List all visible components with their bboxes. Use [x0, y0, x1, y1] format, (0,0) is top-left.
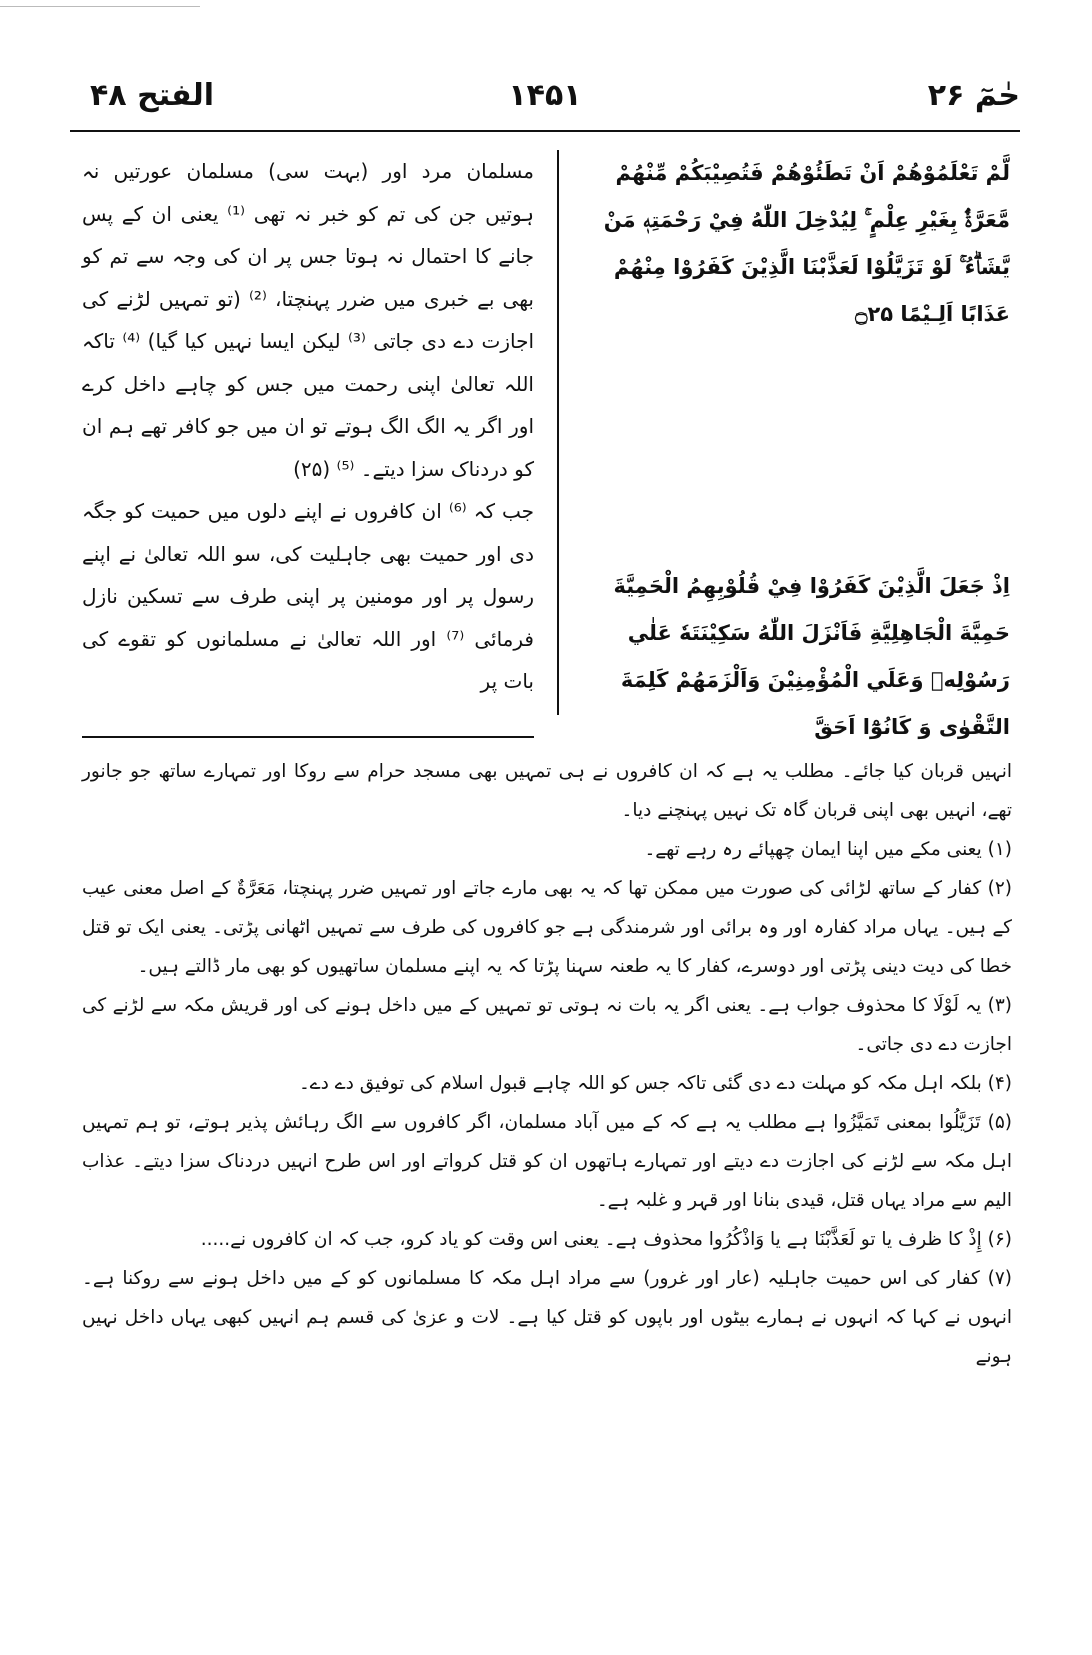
arabic-text-column — [585, 150, 1010, 751]
footnote-6: (۶) إِذْ کا ظرف یا تو لَعَذَّبْنَا ہے یا وَاذْكُرُوا محذوف ہے۔ یعنی اس وقت کو یاد کرو، جب کہ ان کافروں نے..... — [200, 1229, 1012, 1250]
footnote-4: (۴) بلکہ اہل مکہ کو مہلت دے دی گئی تاکہ جس کو اللہ چاہے قبول اسلام کی توفیق دے دے۔ — [298, 1073, 1012, 1094]
footnote-3: (۳) یہ لَوْلَا کا محذوف جواب ہے۔ یعنی اگر یہ بات نہ ہوتی تو تمہیں کے میں داخل ہونے کی اور قریش مکہ سے لڑنے کی اجازت دے دی جاتی۔ — [82, 995, 1012, 1055]
arabic-verse-25: لَّمْ تَعْلَمُوْهُمْ اَنْ تَطَئُوْهُمْ فَتُصِيْبَكُمْ مِّنْهُمْ مَّعَرَّةٌۢ بِغَيْرِ عِلْمٍ ۚ لِيُدْخِلَ اللّٰهُ فِيْ رَحْمَتِهٖ مَنْ يَّشَاۗءُ ۚ لَوْ تَزَيَّلُوْا لَعَذَّبْنَا الَّذِيْنَ كَفَرُوْا مِنْهُمْ عَذَابًا اَلِـيْمًا ۝۲۵ — [603, 161, 1010, 326]
translation-paragraph: مسلمان مرد اور (بہت سی) مسلمان عورتیں نہ ہوتیں جن کی تم کو خبر نہ تھی ⁽¹⁾ یعنی ان کے پس جانے کا احتمال نہ ہوتا جس پر ان کی وجہ سے تم کو بھی بے خبری میں ضرر پہنچتا، ⁽²⁾ (تو تمہیں لڑنے کی اجازت دے دی جاتی ⁽³⁾ لیکن ایسا نہیں کیا گیا) ⁽⁴⁾ تاکہ اللہ تعالیٰ اپنی رحمت میں جس کو چاہے داخل کرے اور اگر یہ الگ الگ ہوتے تو ان میں جو کافر تھے ہم ان کو دردناک سزا دیتے۔ ⁽⁵⁾ (۲۵) — [82, 159, 535, 481]
juz-title: حٰمٓ ۲۶ — [927, 78, 1020, 113]
urdu-translation-column — [82, 150, 534, 715]
scan-edge-mark — [0, 6, 200, 7]
footnote-7: (۷) کفار کی اس حمیت جاہلیہ (عار اور غرور) سے مراد اہل مکہ کا مسلمانوں کو کے میں داخل ہونے سے روکنا ہے۔ انہوں نے کہا کہ انہوں نے ہمارے بیٹوں اور باپوں کو قتل کیا ہے۔ لات و عزیٰ کی قسم ہم انہیں کبھی یہاں داخل نہیں ہونے — [82, 1268, 1012, 1367]
surah-title: الفتح ۴۸ — [90, 78, 215, 113]
header-rule — [70, 130, 1020, 132]
footnote-2: (۲) کفار کے ساتھ لڑائی کی صورت میں ممکن تھا کہ یہ بھی مارے جاتے اور تمہیں ضرر پہنچتا، مَعَرَّةٌ کے اصل معنی عیب کے ہیں۔ یہاں مراد کفارہ اور وہ برائی اور شرمندگی ہے جو کافروں کی طرف سے تمہیں اٹھانی پڑتی۔ یعنی ایک تو قتل خطا کی دیت دینی پڑتی اور دوسرے، کفار کا یہ طعنہ سہنا پڑتا کہ یہ اپنے مسلمان ساتھیوں کو بھی مار ڈالتے ہیں۔ — [82, 878, 1012, 977]
footnote-separator — [82, 736, 534, 738]
footnote-1: (۱) یعنی مکے میں اپنا ایمان چھپائے رہ رہے تھے۔ — [644, 839, 1012, 860]
column-divider — [557, 150, 559, 715]
footnote-5: (۵) تَزَيَّلُوا بمعنی تَمَيَّزُوا ہے مطلب یہ ہے کہ کے میں آباد مسلمان، اگر کافروں سے الگ رہائش پذیر ہوتے، تو ہم تمہیں اہل مکہ سے لڑنے کی اجازت دے دیتے اور تمہارے ہاتھوں ان کو قتل کرواتے اور اس طرح انہیں دردناک سزا دیتے۔ عذاب الیم سے مراد یہاں قتل، قیدی بنانا اور قہر و غلبہ ہے۔ — [82, 1112, 1012, 1211]
footnote-continuation: انہیں قربان کیا جائے۔ مطلب یہ ہے کہ ان کافروں نے ہی تمہیں بھی مسجد حرام سے روکا اور تمہارے ساتھ جو جانور تھے، انہیں بھی اپنی قربان گاہ تک نہیں پہنچنے دیا۔ — [82, 761, 1012, 821]
translation-paragraph: جب کہ ⁽⁶⁾ ان کافروں نے اپنے دلوں میں حمیت کو جگہ دی اور حمیت بھی جاہلیت کی، سو اللہ تعالیٰ نے اپنے رسول پر اور مومنین پر اپنی طرف سے تسکین نازل فرمائی ⁽⁷⁾ اور اللہ تعالیٰ نے مسلمانوں کو تقوے کی بات پر — [82, 499, 534, 693]
page-number: ۱۴۵۱ — [508, 78, 582, 113]
page-header — [70, 70, 1020, 130]
arabic-verse-26: اِذْ جَعَلَ الَّذِيْنَ كَفَرُوْا فِيْ قُلُوْبِهِمُ الْحَمِيَّةَ حَمِيَّةَ الْجَاهِلِيَّةِ فَاَنْزَلَ اللّٰهُ سَكِيْنَتَهٗ عَلٰي رَسُوْلِهٖ وَعَلَي الْمُؤْمِنِيْنَ وَاَلْزَمَهُمْ كَلِمَةَ التَّقْوٰى وَ كَانُوْٓا اَحَقَّ — [613, 574, 1010, 739]
footnotes-section — [82, 752, 1012, 1632]
